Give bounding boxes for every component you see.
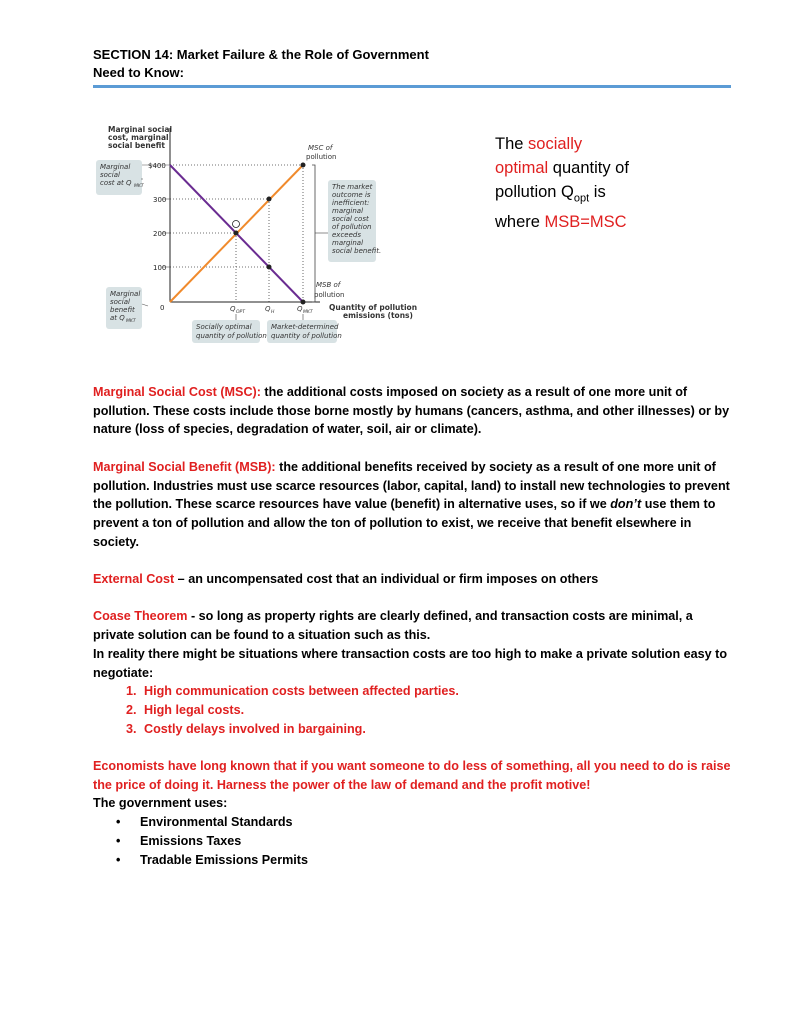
y-tick-label: $400 <box>148 162 166 170</box>
optimal-quantity-note: The socially optimal quantity of pollution $Q_{opt}$ is where MSB=MSC <box>495 135 629 232</box>
note-msc-line: social <box>100 171 120 179</box>
list-item: 1. High communication costs between affected parties. <box>140 682 733 701</box>
note-msb-line: at Q <box>110 314 125 322</box>
bracket <box>312 165 315 302</box>
pollution-graph <box>90 120 420 352</box>
list-item: 2. High legal costs. <box>140 701 733 720</box>
coase-definition: Coase Theorem - so long as property rights are clearly defined, and transaction costs are minimal, a private solution can be found to a situation such as this. <box>93 609 693 643</box>
y-axis-title-3: social benefit <box>108 141 165 150</box>
svg-text:marginal: marginal <box>332 239 364 247</box>
msb-definition: Marginal Social Benefit (MSB): the additional benefits received by society as a result of one more unit of pollution. Industries must use scarce resources (labor, capital, land) to install new technologies to prevent the pollution. These scarce resources have value (benefit) in alternative uses, so if we don’t use them to prevent a ton of pollution and allow the ton of pollution to exist, we receive that benefit elsewhere in society. <box>93 459 730 549</box>
y-axis-title-2: cost, marginal <box>108 133 169 142</box>
tools-list <box>93 813 733 869</box>
msc-top-point <box>301 163 306 168</box>
note-mkt-line: quantity of pollution <box>271 332 342 340</box>
y-axis-title-1: Marginal social <box>108 125 173 134</box>
msc-at-market-point <box>267 197 272 202</box>
header-rule <box>93 85 731 88</box>
reasons-list <box>93 682 733 738</box>
note-msb-line: Marginal <box>110 290 141 298</box>
note-opt-line: Socially optimal <box>196 323 252 331</box>
note-msb-line: benefit <box>110 306 135 314</box>
x-tick-sub: MKT <box>303 310 313 315</box>
msb-at-h-point <box>267 265 272 270</box>
list-item: • Emissions Taxes <box>140 832 733 851</box>
y-tick-label: 0 <box>160 304 165 312</box>
svg-text:social cost: social cost <box>332 215 369 223</box>
svg-text:marginal: marginal <box>332 207 364 215</box>
msc-definition: Marginal Social Cost (MSC): the additional costs imposed on society as a result of one more unit of pollution. These costs include those borne mostly by humans (cancers, asthma, and other illnesses) or by nature (loss of species, degradation of water, soil, air or climate). <box>93 385 730 437</box>
reality-text: In reality there might be situations where transaction costs are too high to make a private solution easy to negotiate: <box>93 646 728 680</box>
note-mkt-line: Market-determined <box>271 323 339 331</box>
svg-text:exceeds: exceeds <box>332 231 362 239</box>
svg-text:inefficient:: inefficient: <box>332 199 370 207</box>
x-tick-label: Q <box>230 305 236 313</box>
optimum-point <box>234 231 239 236</box>
note-msc-sub: MKT <box>134 184 144 189</box>
note-msc-line: Marginal <box>100 163 131 171</box>
note-opt-line: quantity of pollution <box>196 332 267 340</box>
note-msb-sub: MKT <box>126 319 136 324</box>
subtitle: Need to Know: <box>93 65 184 80</box>
external-cost-definition: External Cost – an uncompensated cost that an individual or firm imposes on others <box>93 572 599 586</box>
economists-text: Economists have long known that if you want someone to do less of something, all you need to do is raise the price of doing it. Harness the power of the law of demand and the profit motive! <box>93 759 731 792</box>
note-msb-line: social <box>110 298 130 306</box>
list-item: 3. Costly delays involved in bargaining. <box>140 720 733 739</box>
msc-label-2: pollution <box>306 153 337 161</box>
msb-label-1: MSB of <box>316 281 341 289</box>
svg-text:outcome is: outcome is <box>332 191 371 199</box>
x-tick-label: Q <box>297 305 303 313</box>
msc-label-1: MSC of <box>308 144 333 152</box>
x-tick-sub: H <box>271 310 275 315</box>
government-uses: The government uses: <box>93 796 228 811</box>
section-title: SECTION 14: Market Failure & the Role of Government <box>93 47 429 62</box>
y-tick-label: 200 <box>153 230 167 238</box>
list-item: • Tradable Emissions Permits <box>140 851 733 870</box>
y-tick-label: 300 <box>153 196 167 204</box>
definitions <box>93 383 733 869</box>
list-item: • Environmental Standards <box>140 813 733 832</box>
svg-text:The market: The market <box>332 183 373 191</box>
market-point <box>301 300 306 305</box>
note-msc-line: cost at Q <box>100 179 132 187</box>
msb-label-2: pollution <box>314 291 345 299</box>
x-axis-title-1: Quantity of pollution <box>329 303 418 312</box>
x-axis-title-2: emissions (tons) <box>343 311 413 320</box>
optimum-marker <box>233 221 240 228</box>
x-tick-sub: OPT <box>236 310 246 315</box>
svg-text:of pollution: of pollution <box>332 223 372 231</box>
y-tick-label: 100 <box>153 264 167 272</box>
svg-text:social benefit.: social benefit. <box>332 247 382 255</box>
x-tick-label: Q <box>265 305 271 313</box>
